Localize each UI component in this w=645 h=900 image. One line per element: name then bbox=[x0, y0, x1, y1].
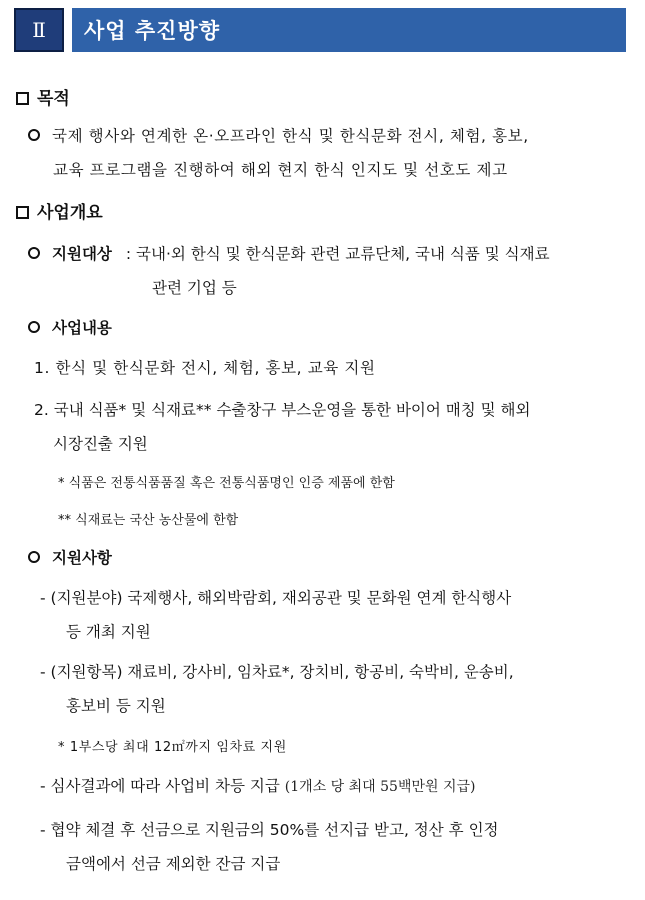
target-label: 지원대상 bbox=[52, 245, 112, 263]
target-text-1: : 국내·외 한식 및 한식문화 관련 교류단체, 국내 식품 및 식재료 bbox=[125, 245, 550, 263]
note-ingredient: ** 식재료는 국산 농산물에 한함 bbox=[58, 513, 239, 528]
circle-bullet-icon bbox=[28, 321, 40, 333]
circle-bullet-icon bbox=[28, 247, 40, 259]
support-4-line-1: - 협약 체결 후 선금으로 지원금의 50%를 선지급 받고, 정산 후 인정 bbox=[40, 821, 499, 839]
support-1-line-1: - (지원분야) 국제행사, 해외박람회, 재외공관 및 문화원 연계 한식행사 bbox=[40, 589, 512, 607]
note-rent: * 1부스당 최대 12㎡까지 임차료 지원 bbox=[58, 740, 287, 755]
support-3 bbox=[40, 774, 475, 796]
overview-heading-label: 사업개요 bbox=[37, 203, 103, 223]
overview-heading bbox=[16, 198, 103, 223]
square-bullet-icon bbox=[16, 206, 29, 219]
support-1-line-2: 등 개최 지원 bbox=[66, 623, 151, 641]
circle-bullet-icon bbox=[28, 129, 40, 141]
note-food: * 식품은 전통식품품질 혹은 전통식품명인 인증 제품에 한함 bbox=[58, 476, 395, 491]
purpose-heading-label: 목적 bbox=[37, 89, 70, 109]
support-3-note: (1개소 당 최대 55백만원 지급) bbox=[284, 779, 476, 795]
purpose-line-1 bbox=[28, 124, 529, 146]
target-text-2: 관련 기업 등 bbox=[152, 279, 237, 297]
support-2-line-1: - (지원항목) 재료비, 강사비, 임차료*, 장치비, 항공비, 숙박비, 운송비, bbox=[40, 663, 514, 681]
purpose-text-2: 교육 프로그램을 진행하여 해외 현지 한식 인지도 및 선호도 제고 bbox=[53, 161, 508, 179]
target-line-1 bbox=[28, 242, 550, 264]
circle-bullet-icon bbox=[28, 551, 40, 563]
support-3-text: - 심사결과에 따라 사업비 차등 지급 bbox=[40, 777, 280, 795]
content-label: 사업내용 bbox=[52, 319, 112, 337]
support-2-line-2: 홍보비 등 지원 bbox=[66, 697, 166, 715]
content-item-2-line-1: 2. 국내 식품* 및 식재료** 수출창구 부스운영을 통한 바이어 매칭 및 해외 bbox=[34, 401, 531, 419]
content-item-1: 1. 한식 및 한식문화 전시, 체험, 홍보, 교육 지원 bbox=[34, 359, 376, 377]
purpose-text-1: 국제 행사와 연계한 온·오프라인 한식 및 한식문화 전시, 체험, 홍보, bbox=[52, 127, 529, 145]
support-4-line-2: 금액에서 선금 제외한 잔금 지급 bbox=[66, 855, 281, 873]
support-label: 지원사항 bbox=[52, 549, 112, 567]
support-heading bbox=[28, 546, 112, 568]
content-heading bbox=[28, 316, 112, 338]
section-number: Ⅱ bbox=[14, 8, 64, 52]
section-header bbox=[14, 8, 626, 52]
content-item-2-line-2: 시장진출 지원 bbox=[53, 435, 148, 453]
square-bullet-icon bbox=[16, 92, 29, 105]
section-title: 사업 추진방향 bbox=[72, 8, 626, 52]
purpose-heading bbox=[16, 84, 70, 109]
